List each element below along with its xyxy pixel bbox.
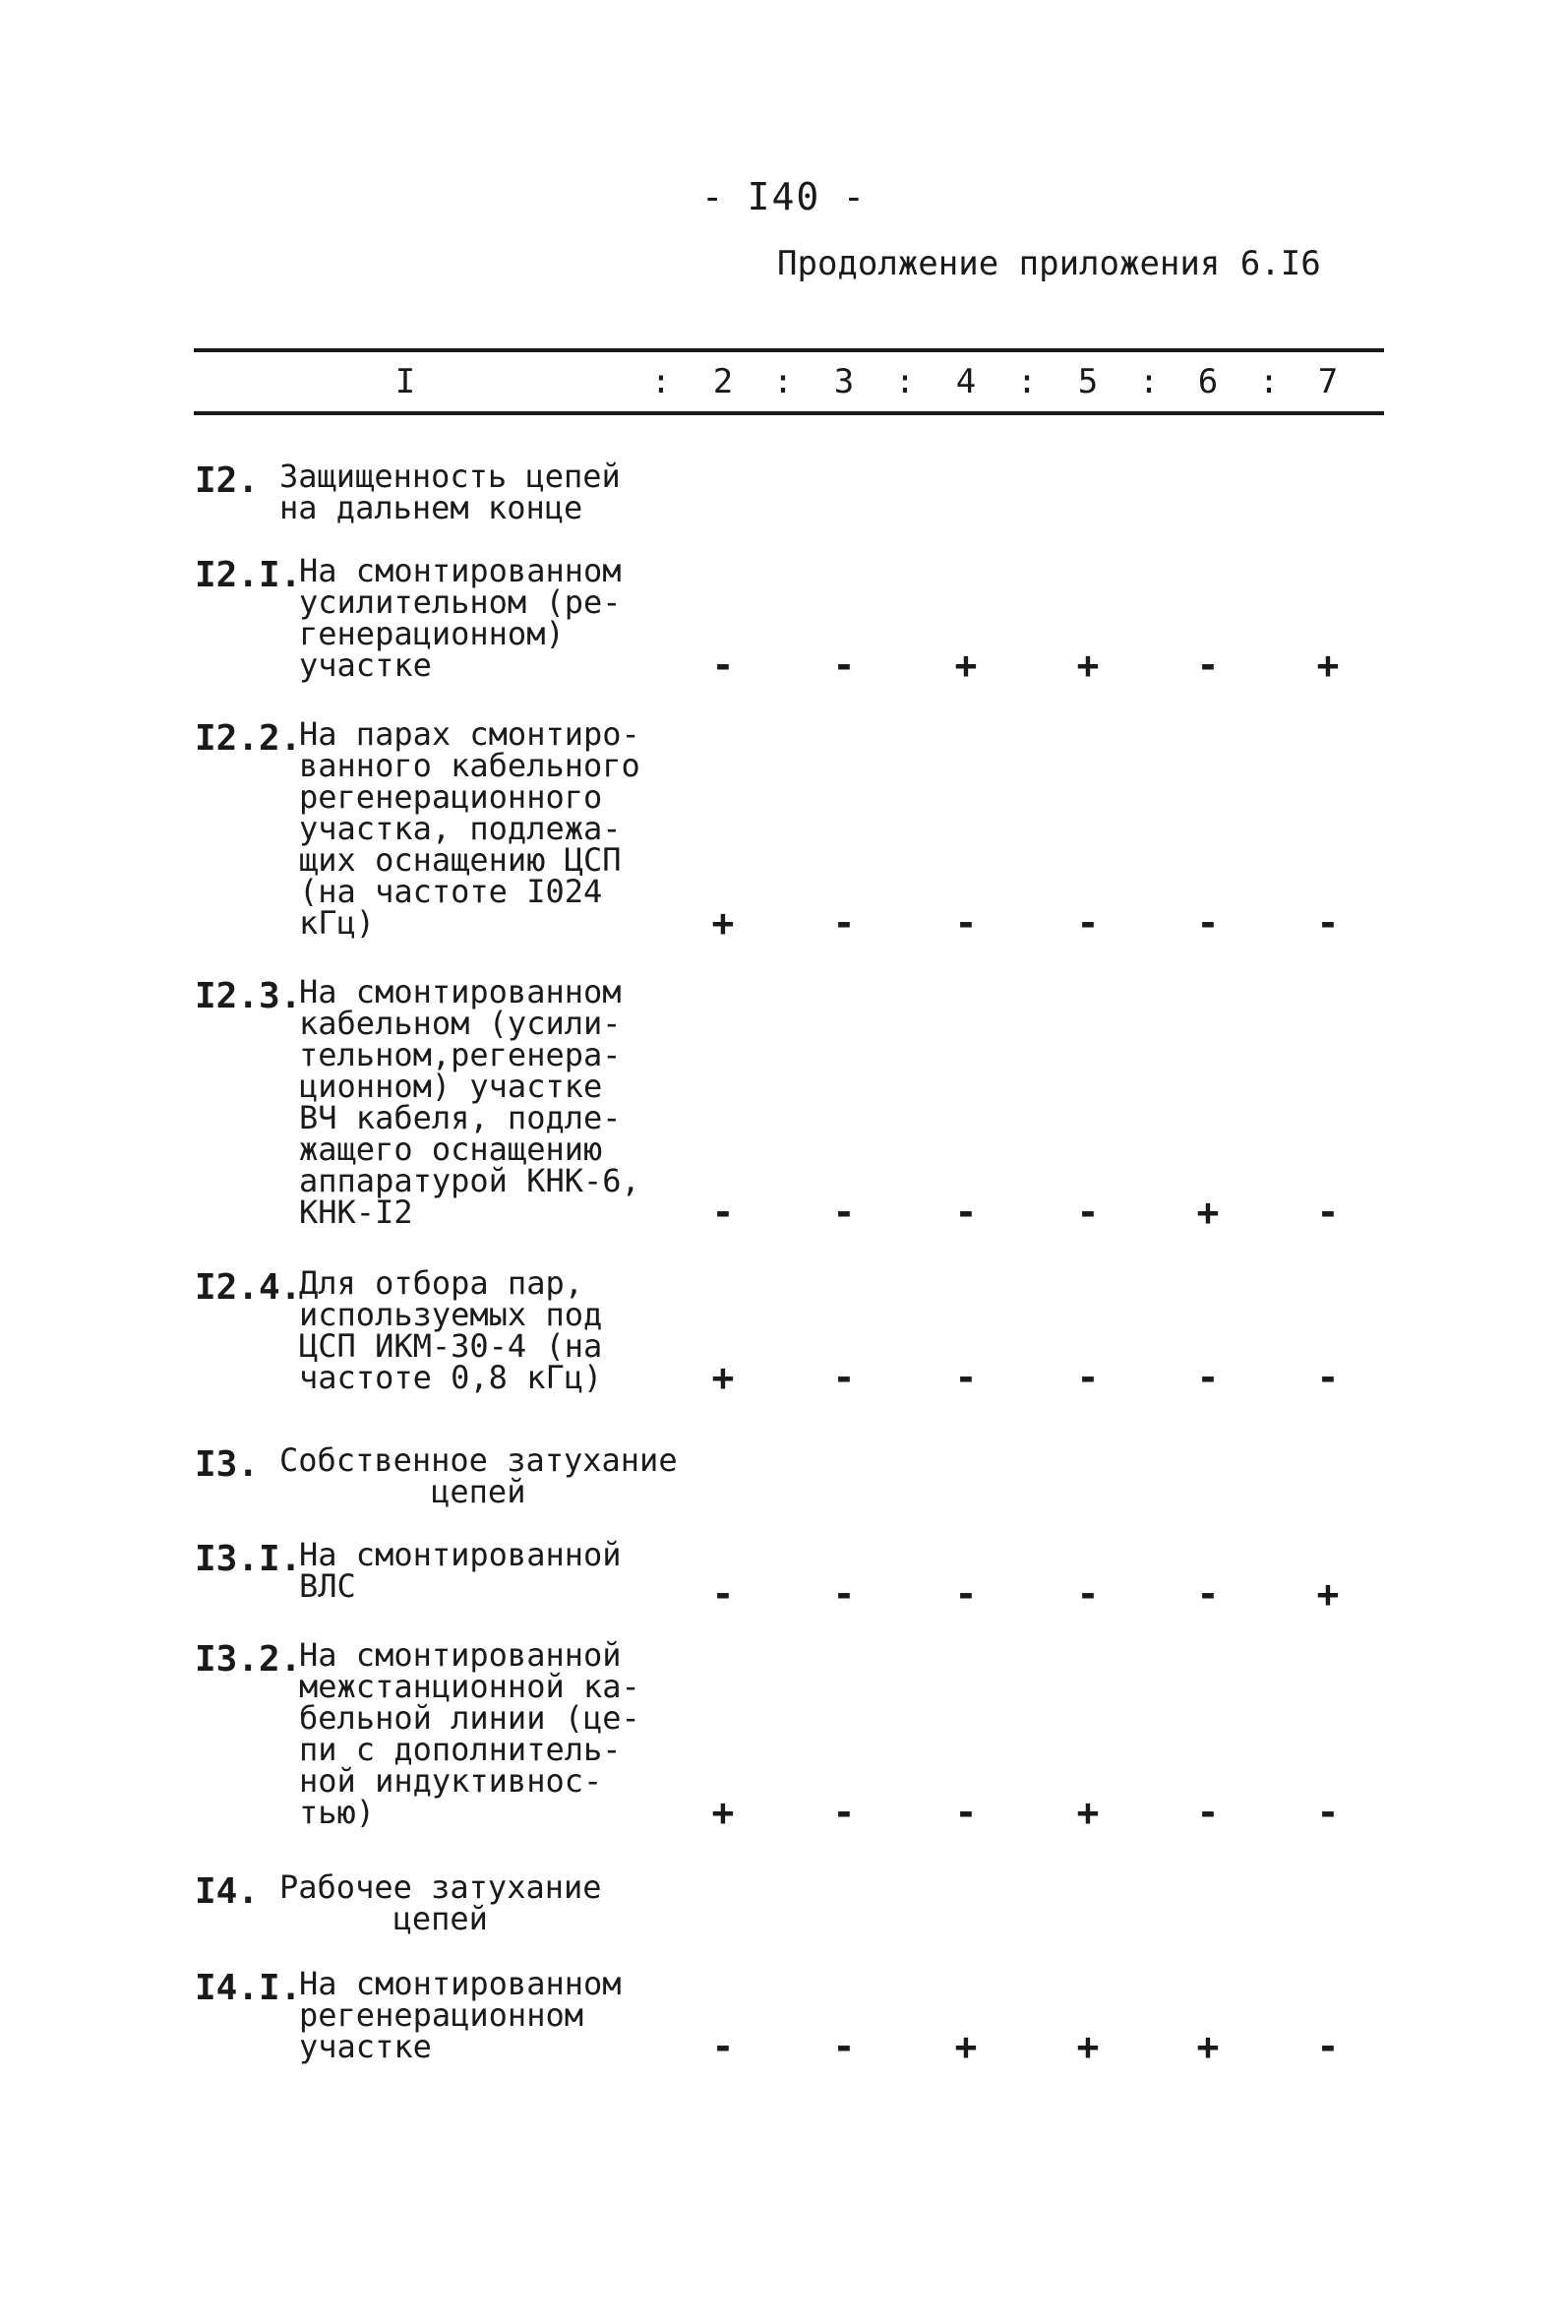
row-description: На смонтированном регенерационном участке [299, 1965, 622, 2065]
column-header-5: 5 [1077, 362, 1099, 401]
column-separator: : [1258, 362, 1280, 401]
mark-col-3: - [832, 1791, 856, 1834]
mark-col-4: - [954, 1191, 978, 1234]
mark-col-5: + [1076, 2025, 1100, 2068]
row-number: I3. [195, 1444, 260, 1485]
mark-col-2: - [711, 2025, 735, 2068]
continuation-caption: Продолжение приложения 6.I6 [777, 244, 1321, 283]
page-number-dash-left: - [700, 175, 726, 218]
mark-col-2: + [711, 1356, 735, 1399]
mark-col-4: + [954, 2025, 978, 2068]
mark-col-3: - [832, 1356, 856, 1399]
column-header-4: 4 [955, 362, 977, 401]
mark-col-5: + [1076, 1791, 1100, 1834]
row-number: I2. [195, 460, 260, 501]
row-number: I2.I. [195, 555, 302, 595]
mark-col-5: + [1076, 643, 1100, 687]
mark-col-6: + [1196, 1191, 1220, 1234]
mark-col-3: - [832, 2025, 856, 2068]
mark-col-2: - [711, 643, 735, 687]
mark-col-5: - [1076, 1572, 1100, 1616]
mark-col-6: - [1196, 1572, 1220, 1616]
mark-col-2: - [711, 1572, 735, 1616]
column-separator: : [772, 362, 794, 401]
mark-col-6: - [1196, 1356, 1220, 1399]
mark-col-7: + [1316, 643, 1340, 687]
mark-col-7: + [1316, 1572, 1340, 1616]
mark-col-2: + [711, 1791, 735, 1834]
column-separator: : [650, 362, 672, 401]
page-number [0, 175, 1568, 218]
row-description: Рабочее затухание цепей [279, 1868, 602, 1937]
mark-col-7: - [1316, 901, 1340, 945]
column-separator: : [894, 362, 916, 401]
row-number: I2.4. [195, 1267, 302, 1308]
column-header-6: 6 [1197, 362, 1219, 401]
column-header-7: 7 [1317, 362, 1339, 401]
row-description: Для отбора пар, используемых под ЦСП ИКМ-30-4 (на частоте 0,8 кГц) [299, 1264, 603, 1396]
column-header-3: 3 [833, 362, 855, 401]
mark-col-2: + [711, 901, 735, 945]
table-top-rule [194, 348, 1384, 352]
mark-col-6: + [1196, 2025, 1220, 2068]
mark-col-3: - [832, 1191, 856, 1234]
mark-col-4: - [954, 901, 978, 945]
mark-col-7: - [1316, 1191, 1340, 1234]
table-header-row [0, 354, 1568, 409]
column-header-2: 2 [712, 362, 734, 401]
mark-col-6: - [1196, 901, 1220, 945]
mark-col-7: - [1316, 1791, 1340, 1834]
row-description: На смонтированной ВЛС [299, 1536, 622, 1605]
mark-col-2: - [711, 1191, 735, 1234]
mark-col-7: - [1316, 2025, 1340, 2068]
mark-col-6: - [1196, 1791, 1220, 1834]
mark-col-3: - [832, 643, 856, 687]
table-header-rule [194, 411, 1384, 415]
row-number: I4. [195, 1871, 260, 1912]
mark-col-5: - [1076, 1356, 1100, 1399]
row-number: I4.I. [195, 1968, 302, 2008]
row-number: I2.2. [195, 718, 302, 759]
mark-col-5: - [1076, 901, 1100, 945]
page-number-dash-right: - [842, 175, 868, 218]
mark-col-3: - [832, 1572, 856, 1616]
column-header-1: I [394, 362, 416, 401]
mark-col-3: - [832, 901, 856, 945]
mark-col-4: - [954, 1791, 978, 1834]
row-description: На парах смонтиро- ванного кабельного регенерационного участка, подлежа- щих оснащению ЦСП (на частоте I024 кГц) [299, 715, 640, 942]
row-description: Защищенность цепей на дальнем конце [279, 458, 621, 526]
row-description: Собственное затухание цепей [279, 1441, 678, 1510]
column-separator: : [1138, 362, 1160, 401]
row-description: На смонтированном кабельном (усили- тельном,регенера- ционном) участке ВЧ кабеля, подле- жащего оснащению аппаратурой КНК-6, КНК-I2 [299, 973, 640, 1231]
row-number: I3.2. [195, 1639, 302, 1680]
row-description: На смонтированной межстанционной ка- бельной линии (це- пи с дополнитель- ной индуктивнос- тью) [299, 1636, 640, 1831]
row-number: I3.I. [195, 1539, 302, 1579]
page-number-value: I40 [747, 175, 821, 218]
mark-col-6: - [1196, 643, 1220, 687]
mark-col-7: - [1316, 1356, 1340, 1399]
row-number: I2.3. [195, 976, 302, 1016]
column-separator: : [1016, 362, 1038, 401]
mark-col-4: - [954, 1356, 978, 1399]
row-description: На смонтированном усилительном (ре- генерационном) участке [299, 552, 622, 684]
mark-col-4: - [954, 1572, 978, 1616]
mark-col-4: + [954, 643, 978, 687]
mark-col-5: - [1076, 1191, 1100, 1234]
